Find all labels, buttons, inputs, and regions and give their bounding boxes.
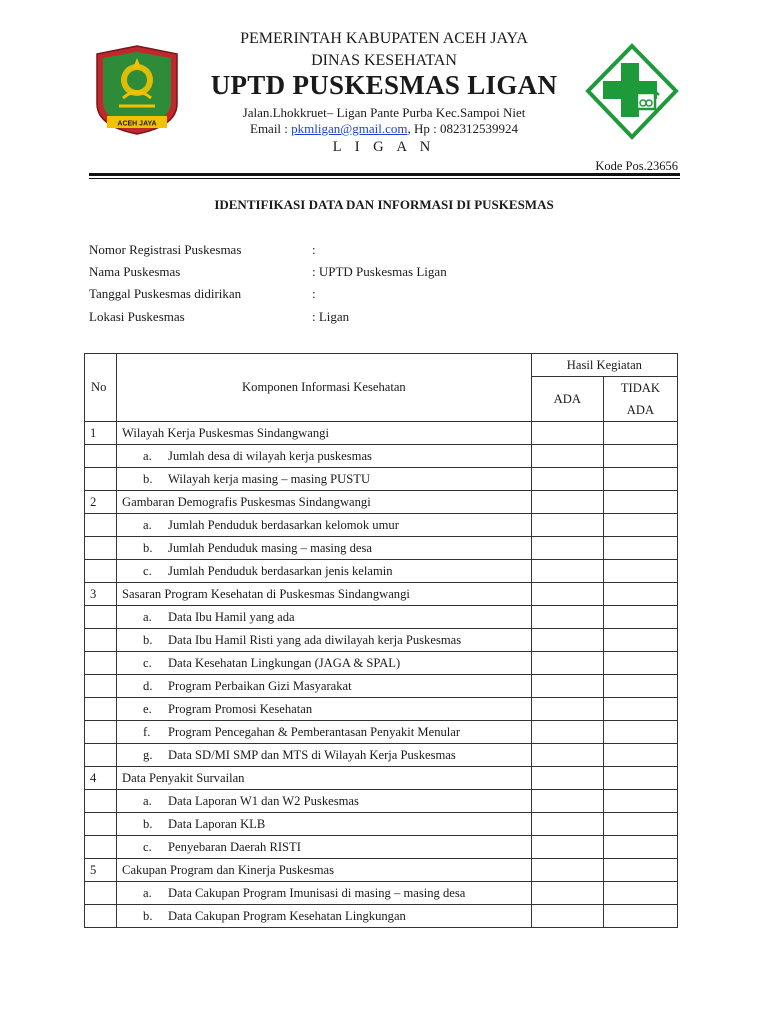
- row-number: [85, 629, 117, 652]
- table-row: [85, 859, 678, 882]
- sub-item-letter: g.: [143, 747, 153, 762]
- header-tidak-ada: [603, 377, 677, 422]
- sub-item-letter: b.: [143, 816, 153, 831]
- tidak-ada-cell[interactable]: [603, 583, 677, 606]
- sub-item-text: Data Laporan KLB: [168, 816, 266, 831]
- health-info-table: [84, 353, 678, 928]
- header-component: Komponen Informasi Kesehatan: [117, 354, 532, 422]
- address-line: Jalan.Lhokkruet– Ligan Pante Purba Kec.Sampoi Niet: [242, 105, 526, 120]
- ada-cell[interactable]: [531, 721, 603, 744]
- info-label: Lokasi Puskesmas: [89, 309, 185, 324]
- sub-item-letter: a.: [143, 448, 152, 463]
- ada-cell[interactable]: [531, 882, 603, 905]
- sub-item-text: Program Pencegahan & Pemberantasan Penyakit Menular: [168, 724, 461, 739]
- section-title: Gambaran Demografis Puskesmas Sindangwangi: [117, 491, 532, 514]
- tidak-ada-cell[interactable]: [603, 629, 677, 652]
- info-value: : Ligan: [312, 309, 350, 324]
- sub-item-letter: b.: [143, 471, 153, 486]
- info-label: Tanggal Puskesmas didirikan: [89, 286, 242, 301]
- section-title: Wilayah Kerja Puskesmas Sindangwangi: [117, 422, 532, 445]
- letterhead-thin-rule: [89, 178, 680, 179]
- sub-item-text: Jumlah Penduduk masing – masing desa: [168, 540, 372, 555]
- sub-item-text: Program Perbaikan Gizi Masyarakat: [168, 678, 352, 693]
- sub-item: [117, 675, 532, 698]
- tidak-ada-cell[interactable]: [603, 721, 677, 744]
- sub-item-text: Wilayah kerja masing – masing PUSTU: [168, 471, 371, 486]
- sub-item: [117, 790, 532, 813]
- ada-cell[interactable]: [531, 606, 603, 629]
- sub-item: [117, 560, 532, 583]
- table-row: [85, 491, 678, 514]
- tidak-ada-cell[interactable]: [603, 422, 677, 445]
- sub-item: [117, 629, 532, 652]
- header-tidak-text: TIDAK: [620, 381, 660, 395]
- government-line: PEMERINTAH KABUPATEN ACEH JAYA: [240, 30, 528, 47]
- tidak-ada-cell[interactable]: [603, 813, 677, 836]
- sub-item-text: Data Cakupan Program Kesehatan Lingkungan: [168, 908, 406, 923]
- tidak-ada-cell[interactable]: [603, 468, 677, 491]
- table-row: [85, 813, 678, 836]
- department-line: DINAS KESEHATAN: [311, 52, 457, 69]
- ada-cell[interactable]: [531, 744, 603, 767]
- sub-item: [117, 468, 532, 491]
- ada-cell[interactable]: [531, 813, 603, 836]
- table-row: [85, 836, 678, 859]
- info-label: Nama Puskesmas: [89, 264, 181, 279]
- ada-cell[interactable]: [531, 583, 603, 606]
- sub-item: [117, 905, 532, 928]
- sub-item-text: Penyebaran Daerah RISTI: [168, 839, 301, 854]
- header-result-group: Hasil Kegiatan: [531, 354, 677, 377]
- sub-item-text: Data Kesehatan Lingkungan (JAGA & SPAL): [168, 655, 401, 670]
- sub-item-letter: f.: [143, 724, 151, 739]
- section-title: Cakupan Program dan Kinerja Puskesmas: [117, 859, 532, 882]
- info-value: :: [312, 242, 316, 257]
- table-row: [85, 652, 678, 675]
- tidak-ada-cell[interactable]: [603, 698, 677, 721]
- row-number: 5: [85, 859, 117, 882]
- sub-item-text: Data Ibu Hamil yang ada: [168, 609, 295, 624]
- tidak-ada-cell[interactable]: [603, 445, 677, 468]
- section-title: Data Penyakit Survailan: [117, 767, 532, 790]
- institution-title: UPTD PUSKESMAS LIGAN: [210, 70, 558, 100]
- sub-item-text: Data SD/MI SMP dan MTS di Wilayah Kerja Puskesmas: [168, 747, 456, 762]
- sub-item-text: Jumlah desa di wilayah kerja puskesmas: [168, 448, 372, 463]
- ada-cell[interactable]: [531, 491, 603, 514]
- table-row: [85, 468, 678, 491]
- tidak-ada-cell[interactable]: [603, 790, 677, 813]
- sub-item: [117, 882, 532, 905]
- row-number: [85, 652, 117, 675]
- row-number: [85, 790, 117, 813]
- ada-cell[interactable]: [531, 859, 603, 882]
- sub-item: [117, 445, 532, 468]
- tidak-ada-cell[interactable]: [603, 537, 677, 560]
- sub-item-text: Jumlah Penduduk berdasarkan jenis kelamin: [168, 563, 393, 578]
- sub-item: [117, 813, 532, 836]
- sub-item: [117, 698, 532, 721]
- ada-cell[interactable]: [531, 836, 603, 859]
- ada-cell[interactable]: [531, 514, 603, 537]
- sub-item-text: Jumlah Penduduk berdasarkan kelomok umur: [168, 517, 399, 532]
- ada-cell[interactable]: [531, 905, 603, 928]
- sub-item-letter: c.: [143, 563, 152, 578]
- ada-cell[interactable]: [531, 422, 603, 445]
- table-row: [85, 882, 678, 905]
- svg-text:ACEH JAYA: ACEH JAYA: [117, 120, 157, 128]
- table-row: [85, 790, 678, 813]
- ada-cell[interactable]: [531, 537, 603, 560]
- row-number: [85, 836, 117, 859]
- row-number: [85, 813, 117, 836]
- ada-cell[interactable]: [531, 445, 603, 468]
- row-number: [85, 606, 117, 629]
- row-number: [85, 744, 117, 767]
- table-row: [85, 698, 678, 721]
- tidak-ada-cell[interactable]: [603, 744, 677, 767]
- table-row: [85, 675, 678, 698]
- email-label: Email :: [250, 121, 292, 136]
- table-body: [85, 422, 678, 928]
- row-number: [85, 675, 117, 698]
- row-number: [85, 905, 117, 928]
- sub-item-text: Data Laporan W1 dan W2 Puskesmas: [168, 793, 359, 808]
- info-value: :: [312, 286, 316, 301]
- sub-item: [117, 652, 532, 675]
- row-number: [85, 445, 117, 468]
- row-number: [85, 537, 117, 560]
- tidak-ada-cell[interactable]: [603, 606, 677, 629]
- sub-item-letter: c.: [143, 839, 152, 854]
- sub-item-letter: d.: [143, 678, 153, 693]
- table-row: [85, 583, 678, 606]
- row-number: [85, 560, 117, 583]
- sub-item-letter: a.: [143, 793, 152, 808]
- header-ada: ADA: [531, 377, 603, 422]
- row-number: 3: [85, 583, 117, 606]
- ada-cell[interactable]: [531, 652, 603, 675]
- tidak-ada-cell[interactable]: [603, 514, 677, 537]
- tidak-ada-cell[interactable]: [603, 836, 677, 859]
- sub-item-letter: a.: [143, 885, 152, 900]
- tidak-ada-cell[interactable]: [603, 675, 677, 698]
- row-number: [85, 698, 117, 721]
- ada-cell[interactable]: [531, 767, 603, 790]
- ada-cell[interactable]: [531, 675, 603, 698]
- row-number: [85, 514, 117, 537]
- table-row: [85, 422, 678, 445]
- sub-item-letter: b.: [143, 632, 153, 647]
- table-row: [85, 606, 678, 629]
- row-number: [85, 468, 117, 491]
- ada-cell[interactable]: [531, 629, 603, 652]
- phone-text: , Hp : 082312539924: [407, 121, 518, 136]
- tidak-ada-cell[interactable]: [603, 560, 677, 583]
- ada-cell[interactable]: [531, 698, 603, 721]
- tidak-ada-cell[interactable]: [603, 491, 677, 514]
- tidak-ada-cell[interactable]: [603, 859, 677, 882]
- tidak-ada-cell[interactable]: [603, 882, 677, 905]
- tidak-ada-cell[interactable]: [603, 767, 677, 790]
- row-number: 2: [85, 491, 117, 514]
- sub-item: [117, 721, 532, 744]
- sub-item-text: Program Promosi Kesehatan: [168, 701, 313, 716]
- sub-item: [117, 836, 532, 859]
- sub-item-letter: c.: [143, 655, 152, 670]
- table-row: [85, 629, 678, 652]
- sub-item: [117, 744, 532, 767]
- sub-item-letter: b.: [143, 540, 153, 555]
- table-row: [85, 767, 678, 790]
- contact-line: [0, 121, 768, 137]
- row-number: [85, 721, 117, 744]
- sub-item: [117, 537, 532, 560]
- row-number: [85, 882, 117, 905]
- table-row: [85, 744, 678, 767]
- ada-cell[interactable]: [531, 468, 603, 491]
- ada-cell[interactable]: [531, 790, 603, 813]
- table-row: [85, 445, 678, 468]
- info-label: Nomor Registrasi Puskesmas: [89, 242, 242, 257]
- sub-item-letter: a.: [143, 517, 152, 532]
- city-line: L I G A N: [332, 139, 436, 155]
- table-row: [85, 537, 678, 560]
- table-row: [85, 514, 678, 537]
- sub-item-text: Data Ibu Hamil Risti yang ada diwilayah kerja Puskesmas: [168, 632, 462, 647]
- info-value: : UPTD Puskesmas Ligan: [312, 264, 447, 279]
- sub-item-letter: e.: [143, 701, 152, 716]
- postal-code: Kode Pos.23656: [595, 159, 678, 173]
- table-row: [85, 560, 678, 583]
- row-number: 1: [85, 422, 117, 445]
- sub-item-letter: a.: [143, 609, 152, 624]
- table-row: [85, 721, 678, 744]
- row-number: 4: [85, 767, 117, 790]
- header-no: No: [85, 354, 117, 422]
- letterhead-thick-rule: [89, 173, 680, 176]
- document-title: IDENTIFIKASI DATA DAN INFORMASI DI PUSKESMAS: [214, 197, 554, 212]
- sub-item: [117, 514, 532, 537]
- tidak-ada-cell[interactable]: [603, 652, 677, 675]
- header-ada-text: ADA: [626, 403, 655, 417]
- table-row: [85, 905, 678, 928]
- section-title: Sasaran Program Kesehatan di Puskesmas Sindangwangi: [117, 583, 532, 606]
- email-link[interactable]: pkmligan@gmail.com: [291, 121, 408, 136]
- ada-cell[interactable]: [531, 560, 603, 583]
- sub-item-letter: b.: [143, 908, 153, 923]
- sub-item: [117, 606, 532, 629]
- tidak-ada-cell[interactable]: [603, 905, 677, 928]
- sub-item-text: Data Cakupan Program Imunisasi di masing – masing desa: [168, 885, 466, 900]
